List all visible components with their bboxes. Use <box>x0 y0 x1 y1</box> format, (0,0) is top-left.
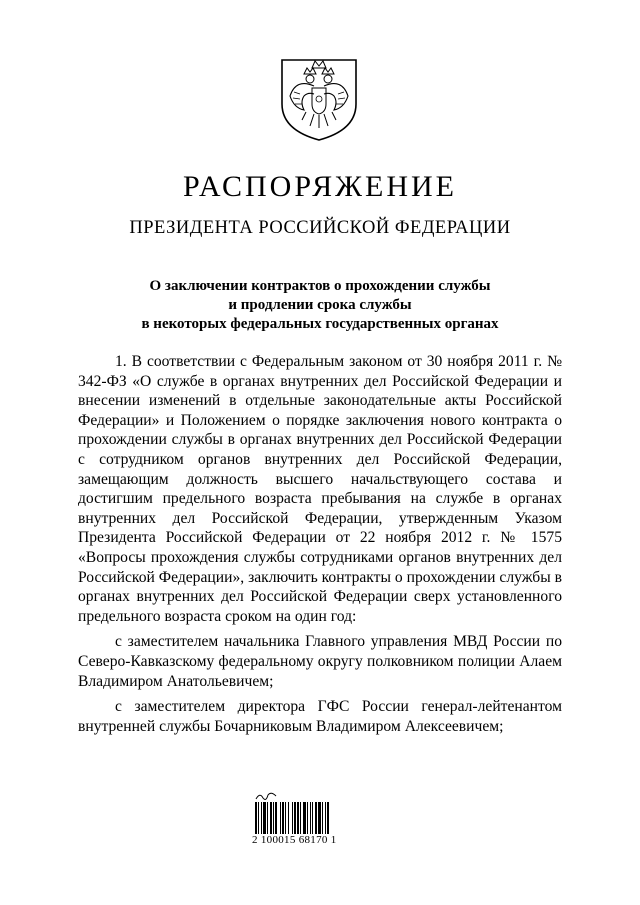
barcode-bars <box>254 802 366 834</box>
document-type-heading: РАСПОРЯЖЕНИЕ <box>182 170 458 203</box>
barcode-number: 2 100015 68170 1 <box>252 834 337 846</box>
title-line: в некоторых федеральных государственных органах <box>141 316 499 332</box>
body-paragraph: с заместителем директора ГФС России генерал-лейтенантом внутренней службы Бочарниковым Владимиром Алексеевичем; <box>78 698 562 735</box>
title-line: О заключении контрактов о прохождении службы <box>149 278 491 294</box>
issuer-heading: ПРЕЗИДЕНТА РОССИЙСКОЙ ФЕДЕРАЦИИ <box>129 218 511 238</box>
document-body <box>78 352 562 736</box>
handwritten-mark-icon <box>254 790 278 802</box>
title-line: и продлении срока службы <box>228 297 412 313</box>
document-title <box>100 277 540 334</box>
document-barcode <box>252 790 382 850</box>
coat-of-arms-emblem <box>274 52 364 142</box>
body-paragraph: 1. В соответствии с Федеральным законом от 30 ноября 2011 г. № 342-ФЗ «О службе в органах внутренних дел Российской Федерации и внесении изменений в отдельные законодательные акты Российской Федерации» и Положением о порядке заключения нового контракта о прохождении службы в органах внутренних дел Российской Федерации с сотрудником органов внутренних дел Российской Федерации, замещающим должность высшего начальствующего состава и достигшим предельного возраста пребывания на службе в органах внутренних дел Российской Федерации, утвержденным Указом Президента Российской Федерации от 22 ноября 2012 г. № 1575 «Вопросы прохождения службы сотрудниками органов внутренних дел Российской Федерации», заключить контракты о прохождении службы в органах внутренних дел Российской Федерации сверх установленного предельного возраста сроком на один год: <box>78 353 562 625</box>
body-paragraph: с заместителем начальника Главного управления МВД России по Северо-Кавказскому федеральному округу полковником полиции Алаем Владимиром Анатольевичем; <box>78 633 562 690</box>
russian-coat-of-arms-icon <box>274 52 364 142</box>
